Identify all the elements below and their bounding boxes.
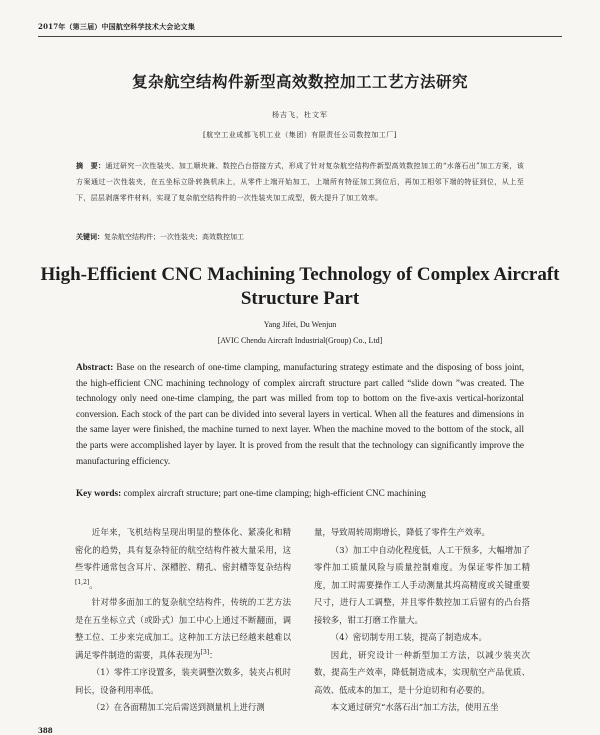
english-keywords-text: complex aircraft structure; part one-time clamping; high-efficient CNC machining — [123, 488, 426, 498]
chinese-abstract — [76, 158, 524, 206]
english-abstract — [76, 360, 524, 469]
body-paragraph: 近年来，飞机结构呈现出明显的整体化、紧凑化和精密化的趋势，具有复杂特征的航空结构件被大量采用，这些零件通常包含耳片、深槽腔、精孔、密封槽等复杂结构[1,2]。 — [75, 527, 291, 590]
body-paragraph: （4）密切制专用工装，提高了制造成本。 — [330, 632, 487, 642]
chinese-keywords-text: 复杂航空结构件；一次性装夹；高效数控加工 — [104, 233, 244, 241]
body-paragraph: （2）在各面精加工完后需送到测量机上进行测 — [91, 702, 265, 712]
citation-ref: [1,2] — [75, 578, 90, 586]
body-paragraph: （1）零件工序设置多，装夹调整次数多，装夹占机时间长，设备利用率低。 — [75, 667, 291, 695]
body-paragraph: 量，导致周转周期增长，降低了零件生产效率。 — [314, 527, 490, 537]
running-header: 2017年（第三届）中国航空科学技术大会论文集 — [38, 22, 562, 37]
chinese-abstract-text: 通过研究一次性装夹、加工顺块兼、数控凸台搭接方式，形成了针对复杂航空结构件新型高效数控加工的“水落石出”加工方案，该方案通过一次性装夹，在五坐标立卧转换机床上，从零件上端开始加工，上端所有特征加工到位后，再加工相邻下端的特征到位，从上至下，层层剥落零件材料，实现了复杂航空结构件的一次性装夹加工成型，极大提升了加工效率。 — [76, 162, 525, 202]
body-column-right — [314, 524, 530, 717]
chinese-title: 复杂航空结构件新型高效数控加工工艺方法研究 — [131, 72, 468, 91]
english-authors: Yang Jifei, Du Wenjun — [263, 320, 337, 329]
english-abstract-label: Abstract: — [76, 362, 114, 372]
chinese-authors: 杨吉飞，杜文军 — [272, 111, 328, 119]
page-number: 388 — [38, 726, 53, 735]
english-abstract-text: Base on the research of one-time clamping, manufacturing strategy estimate and the disposing of boss joint, the high-efficient CNC machining technology of complex aircraft structure part called “slide down ”was created. The technology only need one-time clamping, the part was milled from top to bottom on the five-axis vertical-horizontal conversion. Each stock of the part can be divided into several layers in vertical. When all the features and dimensions in the same layer were finished, the machine turned to next layer. When the machine moved to the bottom of the stock, all the parts were accomplished layer by layer. It is proved from the result that the technology can significantly improve the manufacturing efficiency. — [76, 362, 525, 466]
english-keywords — [76, 488, 524, 498]
body-column-left — [75, 524, 291, 717]
english-title: High-Efficient CNC Machining Technology of Complex Aircraft Structure Part — [40, 264, 560, 309]
body-paragraph: 针对带多面加工的复杂航空结构件，传统的工艺方法是在五坐标立式（或卧式）加工中心上通过不断翻面，调整工位、工步来完成加工。这种加工方法已经越来越难以满足零件制造的需要，具体表现为[3]： — [75, 597, 291, 660]
chinese-keywords-label: 关键词： — [76, 232, 104, 241]
english-affiliation: [AVIC Chendu Aircraft Industrial(Group) Co., Ltd] — [217, 336, 383, 345]
body-paragraph: （3）加工中自动化程度低，人工干预多，大幅增加了零件加工质量风险与质量控制难度。为保证零件加工精度，加工时需要操作工人手动测量其坞高精度或关键重要尺寸，进行人工调整，并且零件数控加工后留有的凸台搭接较多，钳工打磨工作量大。 — [314, 544, 530, 625]
chinese-keywords — [76, 232, 524, 242]
chinese-abstract-label: 摘 要： — [76, 161, 106, 170]
citation-ref: [3] — [200, 648, 210, 656]
chinese-affiliation: [航空工业成都飞机工业（集团）有限责任公司数控加工厂] — [203, 131, 397, 139]
body-paragraph: 因此，研究设计一种新型加工方法，以减少装夹次数，提高生产效率，降低制造成本，实现航空产品优质、高效、低成本的加工，是十分迫切和有必要的。 — [314, 649, 530, 695]
english-keywords-label: Key words: — [76, 488, 122, 498]
body-paragraph: 本文通过研究“水落石出”加工方法，使用五坐 — [330, 702, 499, 712]
